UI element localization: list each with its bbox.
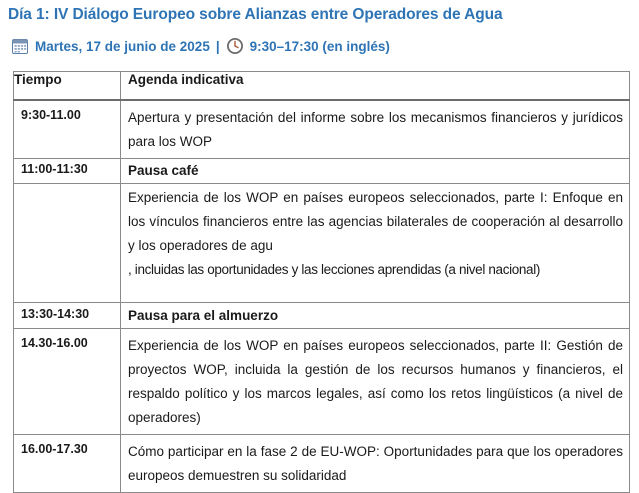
row-description: Cómo participar en la fase 2 de EU-WOP: Oportunidades para que los operadores europeos demuestren su solidaridad: [121, 434, 630, 492]
row-description: [121, 183, 630, 302]
table-row: [14, 100, 630, 159]
event-date-time: [11, 36, 390, 56]
row-time: 13:30-14:30: [14, 302, 121, 328]
table-row: [14, 183, 630, 302]
table-row: [14, 328, 630, 434]
event-time: 9:30–17:30 (en inglés): [249, 38, 390, 54]
column-header-time: Tiempo: [14, 72, 121, 100]
row-description-part-1: Experiencia de los WOP en países europeos seleccionados, parte I: Enfoque en los vínculos financieros entre las agencias bilaterales de cooperación al desarrollo y los operadores de agu: [128, 189, 623, 253]
row-time: 14.30-16.00: [14, 328, 121, 434]
calendar-icon: [11, 37, 29, 55]
table-row: [14, 302, 630, 328]
row-description: Experiencia de los WOP en países europeos seleccionados, parte II: Gestión de proyectos WOP, incluida la gestión de los recursos humanos y financieros, el respaldo político y los marcos legales, así como los retos lingüísticos (a nivel de operadores): [121, 328, 630, 434]
agenda-table: [13, 71, 630, 493]
clock-icon: [226, 37, 244, 55]
column-header-agenda: Agenda indicativa: [121, 72, 630, 100]
row-description-part-2: , incluidas las oportunidades y las lecciones aprendidas (a nivel nacional): [128, 261, 541, 277]
page-title: Día 1: IV Diálogo Europeo sobre Alianzas entre Operadores de Agua: [8, 6, 503, 23]
row-time: 9:30-11.00: [14, 100, 121, 159]
table-header-row: [14, 72, 630, 100]
row-description: Apertura y presentación del informe sobre los mecanismos financieros y jurídicos para los WOP: [121, 100, 630, 159]
table-row: [14, 434, 630, 492]
table-row: [14, 158, 630, 183]
row-description: Pausa café: [121, 158, 630, 183]
row-time: 11:00-11:30: [14, 158, 121, 183]
row-time: 16.00-17.30: [14, 434, 121, 492]
row-time: [14, 183, 121, 302]
date-time-separator: |: [215, 38, 220, 54]
event-date: Martes, 17 de junio de 2025: [35, 38, 210, 54]
row-description: Pausa para el almuerzo: [121, 302, 630, 328]
